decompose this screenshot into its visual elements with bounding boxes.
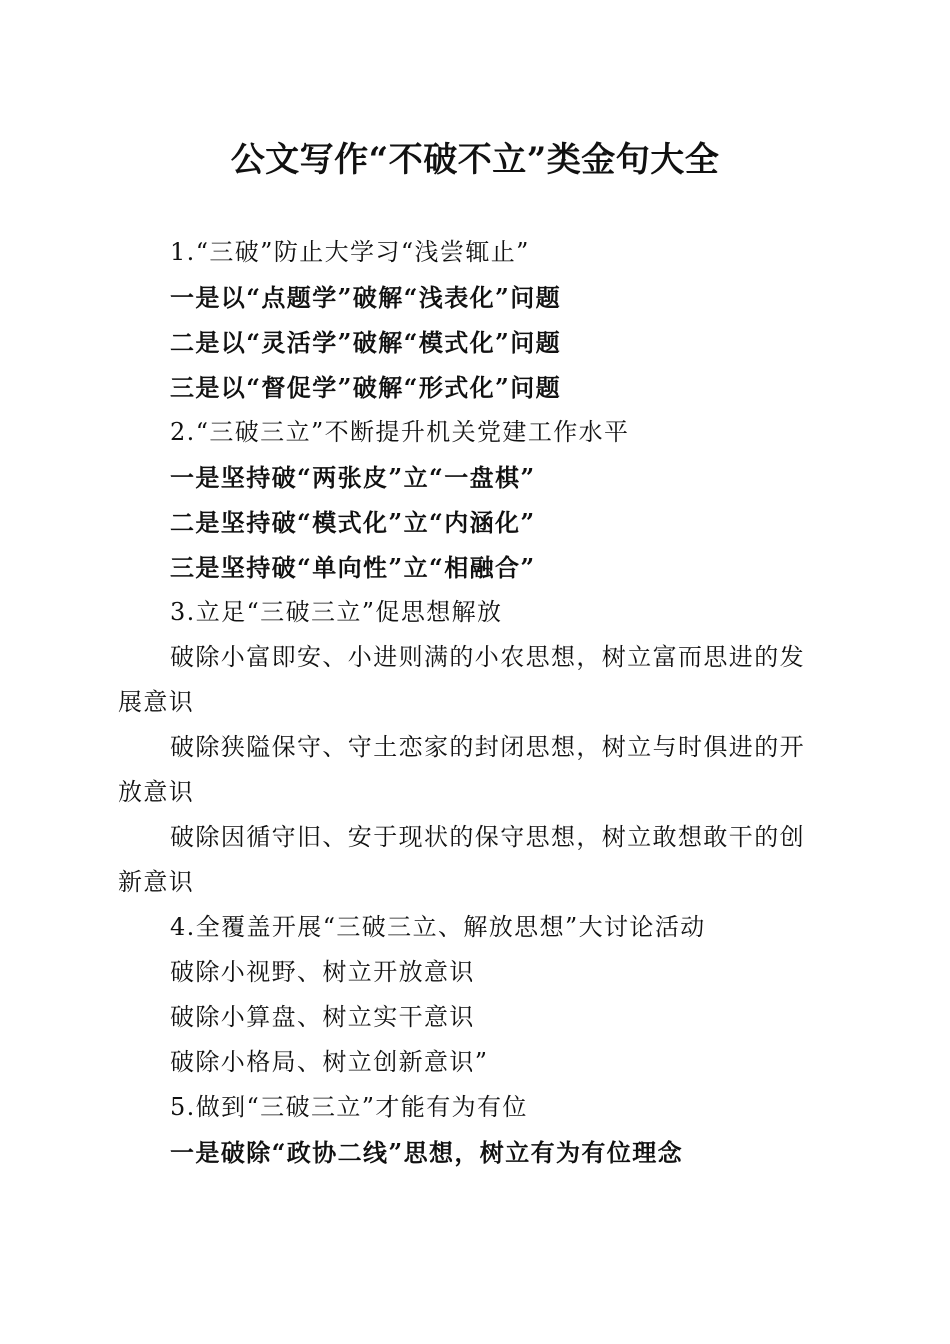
paragraph: 破除小算盘、树立实干意识 <box>170 1003 475 1031</box>
paragraph: 破除小视野、树立开放意识 <box>170 958 475 986</box>
paragraph: 破除狭隘保守、守土恋家的封闭思想，树立与时俱进的开放意识 <box>118 733 805 806</box>
paragraph: 2.“三破三立”不断提升机关党建工作水平 <box>170 418 630 446</box>
paragraph: 二是以“灵活学”破解“模式化”问题 <box>170 328 562 357</box>
paragraph: 三是坚持破“单向性”立“相融合” <box>170 553 536 582</box>
paragraph: 一是以“点题学”破解“浅表化”问题 <box>170 283 562 312</box>
document-title: 公文写作“不破不立”类金句大全 <box>230 140 720 180</box>
paragraph: 3.立足“三破三立”促思想解放 <box>170 598 503 626</box>
paragraph: 一是破除“政协二线”思想，树立有为有位理念 <box>170 1138 684 1167</box>
paragraph: 二是坚持破“模式化”立“内涵化” <box>170 508 536 537</box>
paragraph: 4.全覆盖开展“三破三立、解放思想”大讨论活动 <box>170 913 706 941</box>
paragraph: 5.做到“三破三立”才能有为有位 <box>170 1093 528 1121</box>
paragraph: 一是坚持破“两张皮”立“一盘棋” <box>170 463 536 492</box>
paragraph: 三是以“督促学”破解“形式化”问题 <box>170 373 562 402</box>
paragraph: 1.“三破”防止大学习“浅尝辄止” <box>170 238 530 266</box>
paragraph: 破除小格局、树立创新意识” <box>170 1048 489 1076</box>
document-body <box>118 230 830 1175</box>
paragraph: 破除因循守旧、安于现状的保守思想，树立敢想敢干的创新意识 <box>118 823 805 896</box>
paragraph: 破除小富即安、小进则满的小农思想，树立富而思进的发展意识 <box>118 643 805 716</box>
